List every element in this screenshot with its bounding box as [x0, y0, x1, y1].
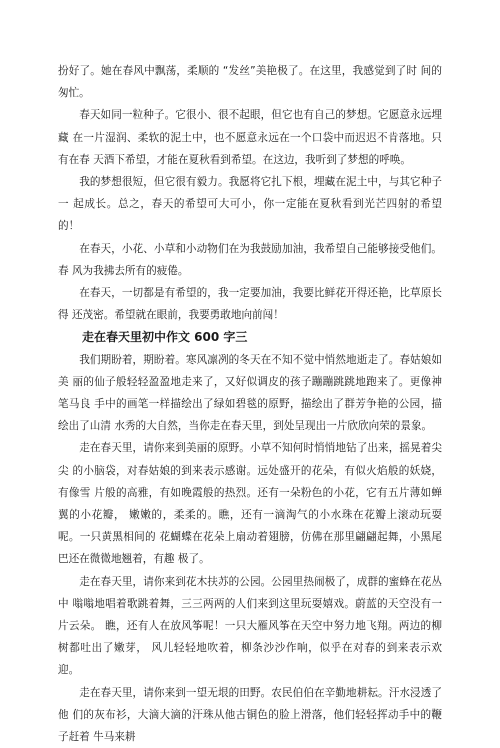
paragraph-9: 走在春天里，请你来到一望无垠的田野。农民伯伯在辛勤地耕耘。汗水浸透了他 们的灰布衫，大滴大滴的汗珠从他古铜色的脸上滑落，他们轻轻挥动手中的鞭子赶着 牛马来耕 [58, 686, 442, 744]
paragraph-7: 走在春天里，请你来到美丽的原野。小草不知何时悄悄地钻了出来，摇晃着尖尖 的小脑袋，对春姑娘的到来表示感谢。远处盛开的花朵，有似火焰般的妖娆，有像雪 片般的高雅，有如晚霞般的热烈。还有一朵粉色的小花，它有五片薄如蝉翼的小花瓣， 嫩嫩的，柔柔的。瞧，还有一滴淘气的小水珠在花瓣上滚动玩耍呢。一只黄黑相间的 花蝴蝶在花朵上扇动着翅膀，仿佛在那里翩翩起舞，小黑尾巴还在微微地翘着，有趣 极了。 [58, 442, 442, 566]
paragraph-4: 在春天，小花、小草和小动物们在为我鼓励加油，我希望自己能够接受他们。春 风为我拂去所有的疲倦。 [58, 242, 442, 277]
paragraph-2: 春天如同一粒种子。它很小、很不起眼，但它也有自己的梦想。它愿意永远埋藏 在一片湿润、柔软的泥土中，也不愿意永远在一个口袋中而迟迟不肯落地。只有在春 天酒下希望，才能在夏秋看到希望。在这边，我听到了梦想的呼唤。 [58, 109, 442, 166]
document-body [58, 60, 442, 748]
section-heading: 走在春天里初中作文 600 字三 [82, 330, 248, 345]
paragraph-8: 走在春天里，请你来到花木扶苏的公园。公园里热闹极了，成群的蜜蜂在花丛中 嗡嗡地唱着歌跳着舞，三三两两的人们来到这里玩耍嬉戏。蔚蓝的天空没有一片云朵。 瞧，还有人在放风筝呢！一只大雁风筝在天空中努力地飞翔。两边的柳树都吐出了嫩芽， 风儿轻轻地吹着，柳条沙沙作响，似乎在对春的到来表示欢迎。 [58, 575, 442, 677]
paragraph-3: 我的梦想很短，但它很有毅力。我愿将它扎下根，埋藏在泥土中，与其它种子一 起成长。总之，春天的希望可大可小，你一定能在夏秋看到光芒四射的希望的！ [58, 176, 442, 233]
paragraph-6: 我们期盼着，期盼着。寒风凛冽的冬天在不知不觉中悄然地逝走了。春姑娘如美 丽的仙子般轻轻盈盈地走来了，又好似调皮的孩子蹦蹦跳跳地跑来了。更像神笔马良 手中的画笔一样描绘出了绿如碧毯的原野，描绘出了群芳争艳的公园，描绘出了山清 水秀的大自然，当你走在春天里，到处呈现出一片欣欣向荣的景象。 [58, 353, 442, 433]
paragraph-5: 在春天，一切都是有希望的，我一定要加油，我要比鲜花开得还艳，比草原长得 还茂密。希望就在眼前，我要勇敢地向前闯！ [58, 287, 442, 322]
paragraph-1: 扮好了。她在春风中飘荡，柔顺的 “发丝”美艳极了。在这里，我感觉到了时 间的匆忙。 [58, 65, 442, 100]
